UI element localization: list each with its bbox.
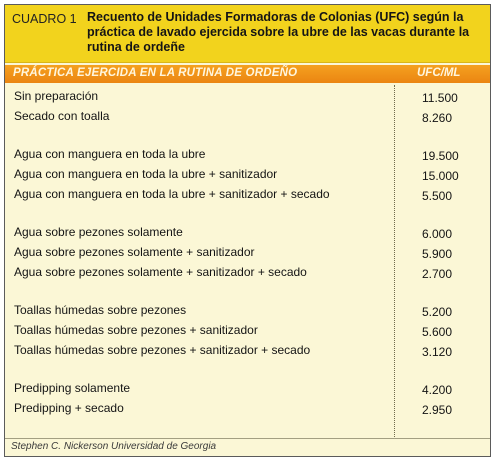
- table-row: [5, 301, 490, 321]
- table-row: [5, 185, 490, 205]
- ufc-value-cell: 4.200: [422, 383, 453, 397]
- table-row: [5, 107, 490, 127]
- table-number-label: CUADRO 1: [12, 12, 77, 26]
- ufc-value-cell: 11.500: [422, 91, 458, 105]
- practice-cell: Agua con manguera en toda la ubre + sanitizador + secado: [14, 187, 330, 201]
- row-group: [5, 301, 490, 361]
- row-group: [5, 379, 490, 419]
- table-row: [5, 165, 490, 185]
- practice-cell: Toallas húmedas sobre pezones + sanitizador: [14, 323, 258, 337]
- source-credit: Stephen C. Nickerson Universidad de Georgia: [11, 441, 217, 452]
- ufc-value-cell: 3.120: [422, 345, 453, 359]
- ufc-value-cell: 2.950: [422, 403, 453, 417]
- row-group: [5, 223, 490, 283]
- ufc-column-header: UFC/ML: [417, 67, 461, 79]
- practice-column-header: PRÁCTICA EJERCIDA EN LA RUTINA DE ORDEÑO: [13, 67, 298, 79]
- table-header-band: [5, 5, 490, 63]
- ufc-value-cell: 5.500: [422, 189, 453, 203]
- practice-cell: Predipping + secado: [14, 401, 124, 415]
- practice-cell: Agua sobre pezones solamente: [14, 225, 183, 239]
- practice-cell: Sin preparación: [14, 89, 99, 103]
- row-group: [5, 145, 490, 205]
- ufc-value-cell: 2.700: [422, 267, 453, 281]
- table-body: [5, 87, 490, 437]
- table-row: [5, 145, 490, 165]
- ufc-value-cell: 8.260: [422, 111, 453, 125]
- ufc-value-cell: 19.500: [422, 149, 459, 163]
- table-row: [5, 321, 490, 341]
- ufc-value-cell: 15.000: [422, 169, 459, 183]
- practice-cell: Toallas húmedas sobre pezones: [14, 303, 187, 317]
- table-row: [5, 243, 490, 263]
- column-header-row: [5, 65, 490, 83]
- table-row: [5, 87, 490, 107]
- table-title: Recuento de Unidades Formadoras de Colonias (UFC) según la práctica de lavado ejercida sobre la ubre de las vacas durante la rutina de ordeñe: [87, 10, 470, 54]
- table-frame: [4, 4, 491, 457]
- practice-cell: Agua con manguera en toda la ubre: [14, 147, 206, 161]
- practice-cell: Toallas húmedas sobre pezones + sanitizador + secado: [14, 343, 311, 357]
- ufc-value-cell: 5.600: [422, 325, 453, 339]
- table-row: [5, 263, 490, 283]
- ufc-value-cell: 5.900: [422, 247, 453, 261]
- ufc-value-cell: 6.000: [422, 227, 453, 241]
- practice-cell: Secado con toalla: [14, 109, 110, 123]
- table-row: [5, 399, 490, 419]
- table-row: [5, 223, 490, 243]
- ufc-value-cell: 5.200: [422, 305, 453, 319]
- practice-cell: Agua con manguera en toda la ubre + sanitizador: [14, 167, 278, 181]
- table-row: [5, 341, 490, 361]
- footer-divider: [5, 438, 490, 439]
- practice-cell: Agua sobre pezones solamente + sanitizador + secado: [14, 265, 307, 279]
- practice-cell: Agua sobre pezones solamente + sanitizador: [14, 245, 255, 259]
- table-row: [5, 379, 490, 399]
- row-group: [5, 87, 490, 127]
- practice-cell: Predipping solamente: [14, 381, 131, 395]
